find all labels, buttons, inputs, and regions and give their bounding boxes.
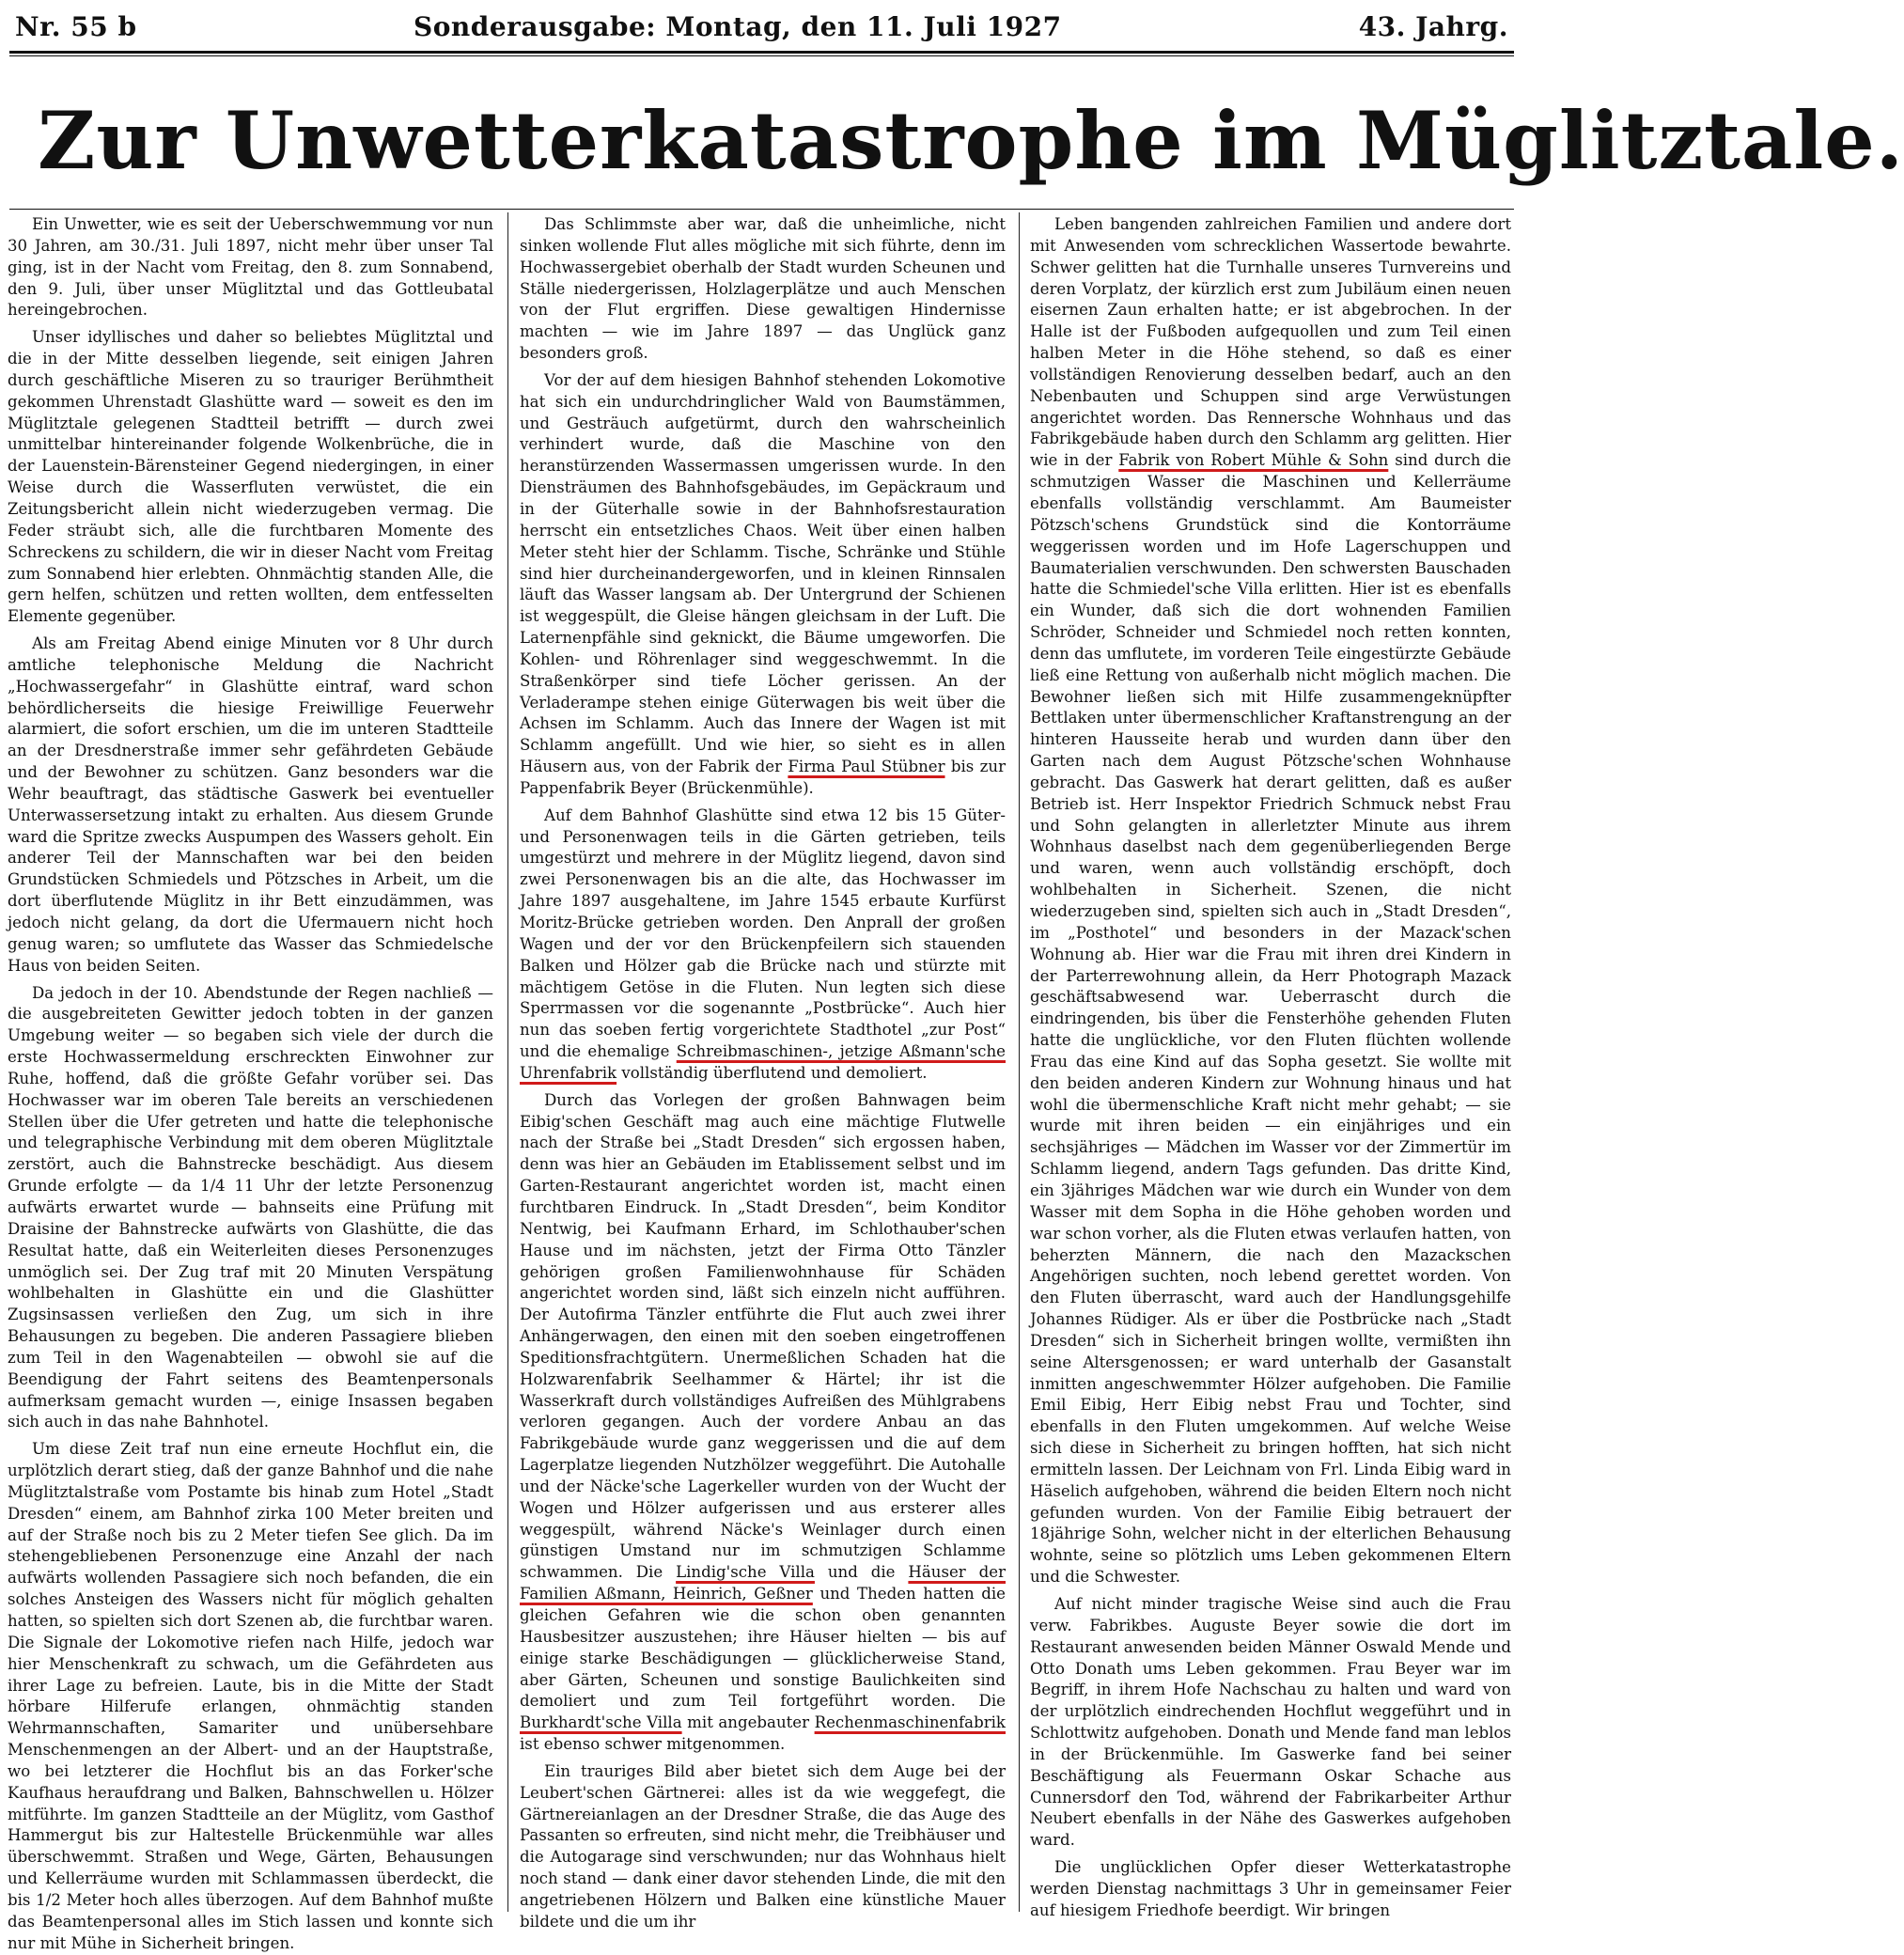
paragraph: Als am Freitag Abend einige Minuten vor 8 Uhr durch amtliche telephonische Meldung die Nachricht „Hochwassergefahr“ in Glashütte eintraf, ward schon behördlicherseits die hiesige Freiwillige Feuerwehr alarmiert, die sofort erschien, um die im unteren Stadtteile an der Dresdnerstraße immer sehr gefährdeten Gebäude und der Bewohner zu schützen. Ganz besonders war die Wehr beauftragt, das städtische Gaswerk bei eventueller Unterwassersetzung intakt zu erhalten. Aus diesem Grunde ward die Spritze zwecks Auspumpen des Wassers geholt. Ein anderer Teil der Mannschaften war bei den beiden Grundstücken Schmiedels und Pötzsches in Arbeit, um die dort überflutende Müglitz in ihr Bett einzudämmen, was jedoch nicht gelang, da dort die Ufermauern nicht hoch genug waren; so umflutete das Wasser das Schmiedelsche Haus von beiden Seiten. <box>8 634 493 975</box>
underlined-villa-name: Burkhardt'sche Villa <box>520 1713 682 1732</box>
paragraph-text: Auf dem Bahnhof Glashütte sind etwa 12 bis 15 Güter- und Personenwagen teils in die Gärten getrieben, teils umgestürzt und mehrere in der Müglitz liegend, davon sind zwei Personenwagen bis an die alte, das Hochwasser im Jahre 1897 ausgehaltene, im Jahre 1545 erbaute Kurfürst Moritz-Brücke getrieben worden. Den Anprall der großen Wagen und der vor den Brückenpfeilern sich stauenden Balken und Hölzer gab die Brücke nach und stürzte mit mächtigem Getöse in die Fluten. Nun legten sich diese Sperrmassen vor die sogenannte „Postbrücke“. Auch hier nun das soeben fertig vorgerichtete Stadthotel „zur Post“ und die ehemalige <box>520 805 1006 1061</box>
underlined-family-names: Häuser der Familien Aßmann, Heinrich, Geßner <box>520 1563 1007 1603</box>
underlined-factory-name: Rechenmaschinenfabrik <box>814 1713 1006 1732</box>
paragraph <box>520 805 1006 1085</box>
masthead <box>9 6 1514 49</box>
paragraph-text: vollständig überflutend und demoliert. <box>621 1063 928 1082</box>
paragraph-text: und Theden hatten die gleichen Gefahren wie die schon oben genannten Hausbesitzer auszustehen; ihre Häuser hielten — bis auf einige starke Beschädigungen — glücklicherweise Stand, aber Gärten, Scheunen und sonstige Baulichkeiten sind demoliert und zum Teil fortgeführt worden. Die <box>520 1585 1006 1711</box>
volume-year: 43. Jahrg. <box>1358 11 1508 42</box>
paragraph-text: mit angebauter <box>687 1713 810 1732</box>
article-column-1 <box>8 214 493 1952</box>
paragraph <box>1030 214 1511 1588</box>
paragraph-text: sind durch die schmutzigen Wasser die Maschinen und Kellerräume ebenfalls vollständig verschlammt. Am Baumeister Pötzsch'schens Grundstück sind die Kontorräume weggerissen worden und im Hofe Lagerschuppen und Baumaterialien verschwunden. Den schwersten Bauschaden hatte die Schmiedel'sche Villa erlitten. Hier ist es ebenfalls ein Wunder, daß sich die dort wohnenden Familien Schröder, Schneider und Schmiedel noch retten konnten, denn das umflutete, im vorderen Teile eingestürzte Gebäude ließ eine Rettung von außerhalb nicht möglich machen. Die Bewohner ließen sich mit Hilfe zusammengeknüpfter Bettlaken unter übermenschlicher Kraftanstrengung an der hinteren Hausseite herab und wurden dann über den Garten nach dem August Pötzsche'schen Wohnhause gebracht. Das Gaswerk hat derart gelitten, daß es außer Betrieb ist. Herr Inspektor Friedrich Schmuck nebst Frau und Sohn gelangten in allerletzter Minute aus ihrem Wohnhaus daselbst nach dem gegenüberliegenden Berge und waren, wenn auch vollständig erschöpft, doch wohlbehalten in Sicherheit. Szenen, die nicht wiederzugeben sind, spielten sich auch in „Stadt Dresden“, im „Posthotel“ und besonders in der Mazack'schen Wohnung ab. Hier war die Frau mit ihren drei Kindern in der Parterrewohnung allein, da Herr Photograph Mazack geschäftsabwesend war. Ueberrascht durch die eindringenden, bis über die Fensterhöhe gehenden Fluten hatte die unglückliche, vor den Fluten flüchten wollende Frau das eine Kind auf das Sopha gesetzt. Sie wollte mit den beiden anderen Kindern zur Wohnung hinaus und hat wohl die übermenschliche Kraft nicht mehr gehabt; — sie wurde mit ihren beiden — ein einjähriges und ein sechsjähriges — Mädchen im Wasser vor der Zimmertür im Schlamm liegend, andern Tags gefunden. Das dritte Kind, ein 3jähriges Mädchen war wie durch ein Wunder von dem Wasser mit dem Sopha in die Höhe gehoben worden und war schon vorher, als die Fluten etwas verlaufen hatten, von beherzten Männern, die nach den Mazackschen Angehörigen suchten, noch lebend gerettet worden. Von den Fluten überrascht, ward auch der Handlungsgehilfe Johannes Rüdiger. Als er über die Postbrücke nach „Stadt Dresden“ sich in Sicherheit bringen wollte, vermißten ihn seine Altersgenossen; er ward unterhalb der Gasanstalt inmitten angeschwemmter Hölzer aufgehoben. Die Familie Emil Eibig, Herr Eibig nebst Frau und Tochter, sind ebenfalls in den Fluten umgekommen. Auf welche Weise sich diese in Sicherheit zu bringen hofften, hat sich nicht ermitteln lassen. Der Leichnam von Frl. Linda Eibig ward in Häselich aufgehoben, während die beiden Eltern noch nicht gefunden wurden. Von der Familie Eibig betrauert der 18jährige Sohn, welcher nicht in der elterlichen Behausung wohnte, seine so plötzlich ums Leben gekommenen Eltern und die Schwester. <box>1030 451 1511 1587</box>
paragraph-text: ist ebenso schwer mitgenommen. <box>520 1735 786 1754</box>
edition-date: Sonderausgabe: Montag, den 11. Juli 1927 <box>414 11 1062 42</box>
paragraph <box>520 370 1006 800</box>
masthead-rule-thin <box>9 55 1514 56</box>
paragraph-text: bis zur Pappenfabrik Beyer (Brückenmühle). <box>520 758 1006 797</box>
masthead-rule <box>9 51 1514 54</box>
paragraph: Die unglücklichen Opfer dieser Wetterkatastrophe werden Dienstag nachmittags 3 Uhr in gemeinsamer Feier auf hiesigem Friedhofe beerdigt. Wir bringen <box>1030 1858 1511 1919</box>
article-column-3 <box>1030 214 1511 1919</box>
column-divider <box>1019 212 1020 1912</box>
underlined-firm-name: Firma Paul Stübner <box>788 758 945 776</box>
paragraph: Da jedoch in der 10. Abendstunde der Regen nachließ — die ausgebreiteten Gewitter jedoch tobten in der ganzen Umgebung weiter — so begaben sich viele der durch die erste Hochwassermeldung erschreckten Einwohner zur Ruhe, hoffend, daß die größte Gefahr vorüber sei. Das Hochwasser war im oberen Tale bereits an verschiedenen Stellen über die Ufer getreten und hatte die telephonische und telegraphische Verbindung mit dem oberen Müglitztale zerstört, auch die Bahnstrecke beschädigt. Aus diesem Grunde erfolgte — da 1/4 11 Uhr der letzte Personenzug aufwärts erwartet wurde — bahnseits eine Prüfung mit Draisine der Bahnstrecke aufwärts von Glashütte, die das Resultat hatte, daß ein Weiterleiten dieses Personenzuges unmöglich sei. Der Zug traf mit 20 Minuten Verspätung wohlbehalten in Glashütte ein und die Glashütter Zugsinsassen verließen den Zug, um sich in ihre Behausungen zu begeben. Die anderen Passagiere blieben zum Teil in den Wagenabteilen — obwohl sie auf die Beendigung der Fahrt seitens des Beamtenpersonals aufmerksam gemacht wurden —, einige Insassen begaben sich auch in das nahe Bahnhotel. <box>8 983 493 1431</box>
paragraph: Auf nicht minder tragische Weise sind auch die Frau verw. Fabrikbes. Auguste Beyer sowie die dort im Restaurant anwesenden beiden Männer Oswald Mende und Otto Donath ums Leben gekommen. Frau Beyer war im Begriff, in ihrem Hofe Nachschau zu halten und ward von der urplötzlich eindrechenden Hochflut weggeführt und in Schlottwitz aufgehoben. Donath und Mende fand man leblos in der Brückenmühle. Im Gaswerke fand bei seiner Beschäftigung als Feuermann Oskar Schache aus Cunnersdorf den Tod, während der Fabrikarbeiter Arthur Neubert ebenfalls in der Nähe des Gaswerkes aufgehoben ward. <box>1030 1595 1511 1850</box>
paragraph: Um diese Zeit traf nun eine erneute Hochflut ein, die urplötzlich derart stieg, daß der ganze Bahnhof und die nahe Müglitztalstraße vom Postamte bis hinab zum Hotel „Stadt Dresden“ einem, am Bahnhof zirka 100 Meter breiten und auf der Straße noch bis zu 2 Meter tiefen See glich. Da im stehengebliebenen Personenzuge eine Anzahl der nach aufwärts wollenden Passagiere sich noch befanden, die ein solches Ansteigen des Wassers nicht für möglich gehalten hatten, so spielten sich dort Szenen ab, die furchtbar waren. Die Signale der Lokomotive riefen nach Hilfe, jedoch war hier Menschenkraft zu schwach, um die Gefährdeten aus ihrer Lage zu befreien. Laute, bis in die Mitte der Stadt hörbare Hilferufe erlangen, ohnmächtig standen Wehrmannschaften, Samariter und unübersehbare Menschenmengen an der Albert- und an der Hauptstraße, wo bei letzterer die Hochflut bis an das Forker'sche Kaufhaus heraufdrang und Balken, Bahnschwellen u. Hölzer mitführte. Im ganzen Stadtteile an der Müglitz, vom Gasthof Hammergut bis zur Haltestelle Brückenmühle war alles überschwemmt. Straßen und Wege, Gärten, Behausungen und Kellerräume wurden mit Schlammassen überdeckt, die bis 1/2 Meter hoch alles überzogen. Auf dem Bahnhof mußte das Beamtenpersonal alles im Stich lassen und konnte sich nur mit Mühe in Sicherheit bringen. <box>8 1440 493 1952</box>
paragraph-text: Leben bangenden zahlreichen Familien und andere dort mit Anwesenden vom schrecklichen Wassertode bewahrte. Schwer gelitten hat die Turnhalle unseres Turnvereins und deren Vorplatz, der kürzlich erst zum Jubiläum einen neuen eisernen Zaun erhalten hatte; er ist abgebrochen. In der Halle ist der Fußboden aufgequollen und zum Teil einen halben Meter in die Höhe stehend, so daß es einer vollständigen Renovierung desselben bedarf, auch an den Nebenbauten und Schuppen sind arge Verwüstungen angerichtet worden. Das Rennersche Wohnhaus und das Fabrikgebäude haben durch den Schlamm arg gelitten. Hier wie in der <box>1030 215 1511 470</box>
underlined-factory-name: Fabrik von Robert Mühle & Sohn <box>1118 451 1389 470</box>
page-headline: Zur Unwetterkatastrophe im Müglitztale. <box>38 94 1904 187</box>
underlined-factory-name: Schreibmaschinen-, jetzige Aßmann'sche Uhrenfabrik <box>520 1042 1006 1082</box>
column-divider <box>507 212 508 1912</box>
paragraph: Das Schlimmste aber war, daß die unheimliche, nicht sinken wollende Flut alles mögliche mit sich führte, denn im Hochwassergebiet oberhalb der Stadt wurden Scheunen und Ställe niedergerissen, Holzlagerplätze und auch Menschen von der Flut ergriffen. Diese gewaltigen Hindernisse machten — wie im Jahre 1897 — das Unglück ganz besonders groß. <box>520 215 1006 363</box>
paragraph: Ein Unwetter, wie es seit der Ueberschwemmung vor nun 30 Jahren, am 30./31. Juli 1897, nicht mehr über unser Tal ging, ist in der Nacht vom Freitag, den 8. zum Sonnabend, den 9. Juli, über unser Müglitztal und das Gottleubatal hereingebrochen. <box>8 215 493 320</box>
headline-rule <box>9 209 1514 210</box>
paragraph-text: und die <box>827 1563 896 1582</box>
issue-number: Nr. 55 b <box>15 11 137 42</box>
underlined-villa-name: Lindig'sche Villa <box>676 1563 815 1582</box>
article-column-2 <box>520 214 1007 1931</box>
paragraph: Ein trauriges Bild aber bietet sich dem Auge bei der Leubert'schen Gärtnerei: alles ist da wie weggefegt, die Gärtnereianlagen an der Dresdner Straße, die das Auge des Passanten so erfreuten, sind nicht mehr, die Treibhäuser und die Autogarage sind verschwunden; nur das Wohnhaus hielt noch stand — dank einer davor stehenden Linde, die mit den angetriebenen Hölzern und Balken eine künstliche Mauer bildete und die um ihr <box>520 1761 1006 1931</box>
paragraph: Unser idyllisches und daher so beliebtes Müglitztal und die in der Mitte desselben liegende, seit einigen Jahren durch geschäftliche Miseren zu so trauriger Berühmtheit gekommen Uhrenstadt Glashütte ward — soweit es den im Müglitztale gelegenen Stadtteil betrifft — durch zwei unmittelbar hintereinander folgende Wolkenbrüche, die in der Lauenstein-Bärensteiner Gegend niedergingen, in einer Weise durch die Wasserfluten verwüstet, die ein Zeitungsbericht allein nicht wiederzugeben vermag. Die Feder sträubt sich, alle die furchtbaren Momente des Schreckens zu schildern, die wir in dieser Nacht vom Freitag zum Sonnabend hier erlebten. Ohnmächtig standen Alle, die gern helfen, schützen und retten wollten, dem entfesselten Elemente gegenüber. <box>8 328 493 626</box>
paragraph <box>520 1090 1006 1756</box>
paragraph-text: Durch das Vorlegen der großen Bahnwagen beim Eibig'schen Geschäft mag auch eine mächtige Flutwelle nach der Straße bei „Stadt Dresden“ sich ergossen haben, denn was hier an Gebäuden im Etablissement selbst und im Garten-Restaurant angerichtet worden ist, macht einen furchtbaren Eindruck. In „Stadt Dresden“, beim Konditor Nentwig, bei Kaufmann Erhard, im Schlothauber'schen Hause und im nächsten, jetzt der Firma Otto Tänzler gehörigen großen Familienwohnhause für Schäden angerichtet worden sind, läßt sich einzeln nicht aufführen. Der Autofirma Tänzler entführte die Flut auch zwei ihrer Anhängerwagen, den einen mit den soeben eingetroffenen Speditionsfrachtgütern. Unermeßlichen Schaden hat die Holzwarenfabrik Seelhammer & Härtel; ihr ist die Wasserkraft durch vollständiges Aufreißen des Mühlgrabens verloren gegangen. Auch der vordere Anbau an das Fabrikgebäude wurde ganz weggerissen und die auf dem Lagerplatze liegenden Nutzhölzer weggeführt. Die Autohalle und der Näcke'sche Lagerkeller wurden von der Wucht der Wogen und Hölzer aufgerissen und aus ersterer alles weggespült, während Näcke's Weinlager durch einen günstigen Umstand nur im schmutzigen Schlamme schwammen. Die <box>520 1090 1006 1582</box>
paragraph-text: Vor der auf dem hiesigen Bahnhof stehenden Lokomotive hat sich ein undurchdringlicher Wald von Baumstämmen, und Gesträuch aufgetürmt, durch den wahrscheinlich verhindert wurde, daß die Maschine von den heranstürzenden Wassermassen umgerissen wurde. In den Diensträumen des Bahnhofsgebäudes, im Gepäckraum und in der Güterhalle sowie in der Bahnhofsrestauration herrscht ein entsetzliches Chaos. Weit über einen halben Meter steht hier der Schlamm. Tische, Schränke und Stühle sind hier durcheinandergeworfen, und in kleinen Rinnsalen läuft das Wasser langsam ab. Der Untergrund der Schienen ist weggespült, die Gleise hängen gleichsam in der Luft. Die Laternenpfähle sind geknickt, die Bäume umgeworfen. Die Kohlen- und Röhrenlager sind weggeschwemmt. In die Straßenkörper sind tiefe Löcher gerissen. An der Verladerampe stehen einige Güterwagen bis weit über die Achsen im Schlamm. Auch das Innere der Wagen ist mit Schlamm angefüllt. Und wie hier, so sieht es in allen Häusern aus, von der Fabrik der <box>520 370 1006 776</box>
